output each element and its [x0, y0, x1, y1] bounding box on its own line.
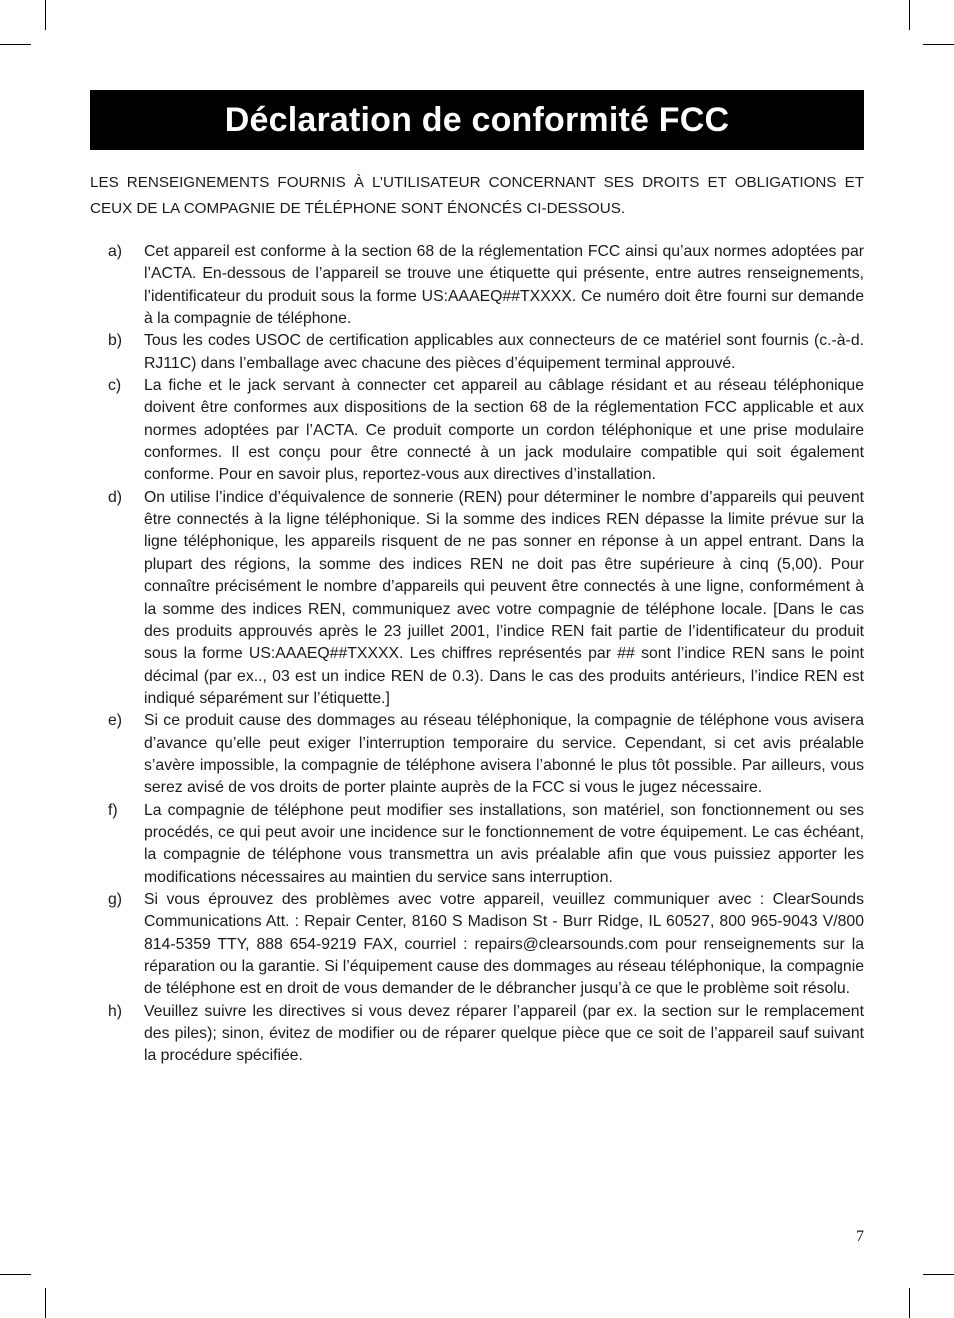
list-item-h	[90, 1001, 864, 1068]
list-item-letter: h)	[108, 1002, 123, 1020]
crop-mark-bottom-right-horizontal	[923, 1274, 954, 1275]
list-item-f	[90, 800, 864, 889]
list-item-text: Veuillez suivre les directives si vous devez réparer l’appareil (par ex. la section sur le remplacement des piles); sinon, évitez de modifier ou de réparer quelque pièce que ce soit de l’appareil sauf suivant la procédure spécifiée.	[144, 1002, 864, 1065]
crop-mark-top-left-vertical	[45, 0, 46, 30]
list-item-letter: d)	[108, 488, 123, 506]
list-item-letter: g)	[108, 890, 123, 908]
title-banner	[90, 90, 864, 150]
page-title: Déclaration de conformité FCC	[224, 100, 730, 139]
list-item-a	[90, 241, 864, 330]
page-number: 7	[856, 1228, 864, 1245]
list-item-b	[90, 330, 864, 375]
conformity-list	[90, 241, 864, 1068]
intro-paragraph: LES RENSEIGNEMENTS FOURNIS À L’UTILISATEUR CONCERNANT SES DROITS ET OBLIGATIONS ET CEUX DE LA COMPAGNIE DE TÉLÉPHONE SONT ÉNONCÉS CI-DESSOUS.	[90, 174, 864, 217]
list-item-text: Si ce produit cause des dommages au réseau téléphonique, la compagnie de téléphone vous avisera d’avance qu’elle peut exiger l’interruption temporaire du service. Cependant, si cet avis préalable s’avère impossible, la compagnie de téléphone avisera l’abonné le plus tôt possible. Par ailleurs, vous serez avisé de vos droits de porter plainte auprès de la FCC si vous le jugez nécessaire.	[144, 712, 864, 797]
list-item-c	[90, 375, 864, 487]
crop-mark-top-right-horizontal	[923, 44, 954, 45]
crop-mark-top-right-vertical	[909, 0, 910, 30]
list-item-g	[90, 889, 864, 1001]
list-item-d	[90, 487, 864, 710]
list-item-text: Si vous éprouvez des problèmes avec votre appareil, veuillez communiquer avec : ClearSounds Communications Att. : Repair Center, 8160 S Madison St - Burr Ridge, IL 60527, 800 965-9043 V/800 814-5359 TTY, 888 654-9219 FAX, courriel : repairs@clearsounds.com pour renseignements sur la réparation ou la garantie. Si l’équipement cause des dommages au réseau téléphonique, la compagnie de téléphone est en droit de vous demander de le débrancher jusqu’à ce que le problème soit résolu.	[144, 890, 864, 998]
list-item-letter: f)	[108, 801, 118, 819]
crop-mark-bottom-right-vertical	[909, 1288, 910, 1318]
crop-mark-bottom-left-horizontal	[0, 1274, 31, 1275]
list-item-letter: a)	[108, 243, 123, 260]
list-item-text: On utilise l’indice d’équivalence de sonnerie (REN) pour déterminer le nombre d’appareils qui peuvent être connectés à la ligne téléphonique. Si la somme des indices REN dépasse la limite prévue sur la ligne téléphonique, les appareils risquent de ne pas sonner en réponse à un appel entrant. Dans la plupart des régions, la somme des indices REN ne doit pas être supérieure à cinq (5,00). Pour connaître précisément le nombre d’appareils qui peuvent être connectés à une ligne, conformément à la somme des indices REN, communiquez avec votre compagnie de téléphone locale. [Dans le cas des produits approuvés après le 23 juillet 2001, l’indice REN fait partie de l’identificateur du produit sous la forme US:AAAEQ##TXXXX. Les chiffres représentés par ## sont l’indice REN sans le point décimal (par ex.., 03 est un indice REN de 0.3). Dans le cas des produits antérieurs, l’indice REN est indiqué séparément sur l’étiquette.]	[144, 488, 864, 707]
list-item-letter: b)	[108, 332, 123, 350]
crop-mark-top-left-horizontal	[0, 44, 31, 45]
list-item-text: La fiche et le jack servant à connecter cet appareil au câblage résidant et au réseau téléphonique doivent être conformes aux dispositions de la section 68 de la réglementation FCC applicable et aux normes adoptées par l’ACTA. Ce produit comporte un cordon téléphonique et une prise modulaire conformes. Il est conçu pour être connecté à un jack modulaire compatible qui soit également conforme. Pour en savoir plus, reportez-vous aux directives d’installation.	[144, 377, 864, 484]
list-item-text: Tous les codes USOC de certification applicables aux connecteurs de ce matériel sont fournis (c.-à-d. RJ11C) dans l’emballage avec chacune des pièces d’équipement terminal approuvé.	[144, 332, 864, 372]
list-item-letter: c)	[108, 377, 122, 395]
list-item-text: La compagnie de téléphone peut modifier ses installations, son matériel, son fonctionnement ou ses procédés, ce qui peut avoir une incidence sur le fonctionnement de votre équipement. Le cas échéant, la compagnie de téléphone vous transmettra un avis préalable afin que vous puissiez apporter les modifications nécessaires au maintien du service sans interruption.	[144, 801, 864, 886]
list-item-letter: e)	[108, 712, 123, 730]
crop-mark-bottom-left-vertical	[45, 1288, 46, 1318]
list-item-text: Cet appareil est conforme à la section 68 de la réglementation FCC ainsi qu’aux normes adoptées par l’ACTA. En-dessous de l’appareil se trouve une étiquette qui présente, entre autres renseignements, l’identificateur du produit sous la forme US:AAAEQ##TXXXX. Ce numéro doit être fourni sur demande à la compagnie de téléphone.	[144, 243, 864, 328]
list-item-e	[90, 710, 864, 799]
